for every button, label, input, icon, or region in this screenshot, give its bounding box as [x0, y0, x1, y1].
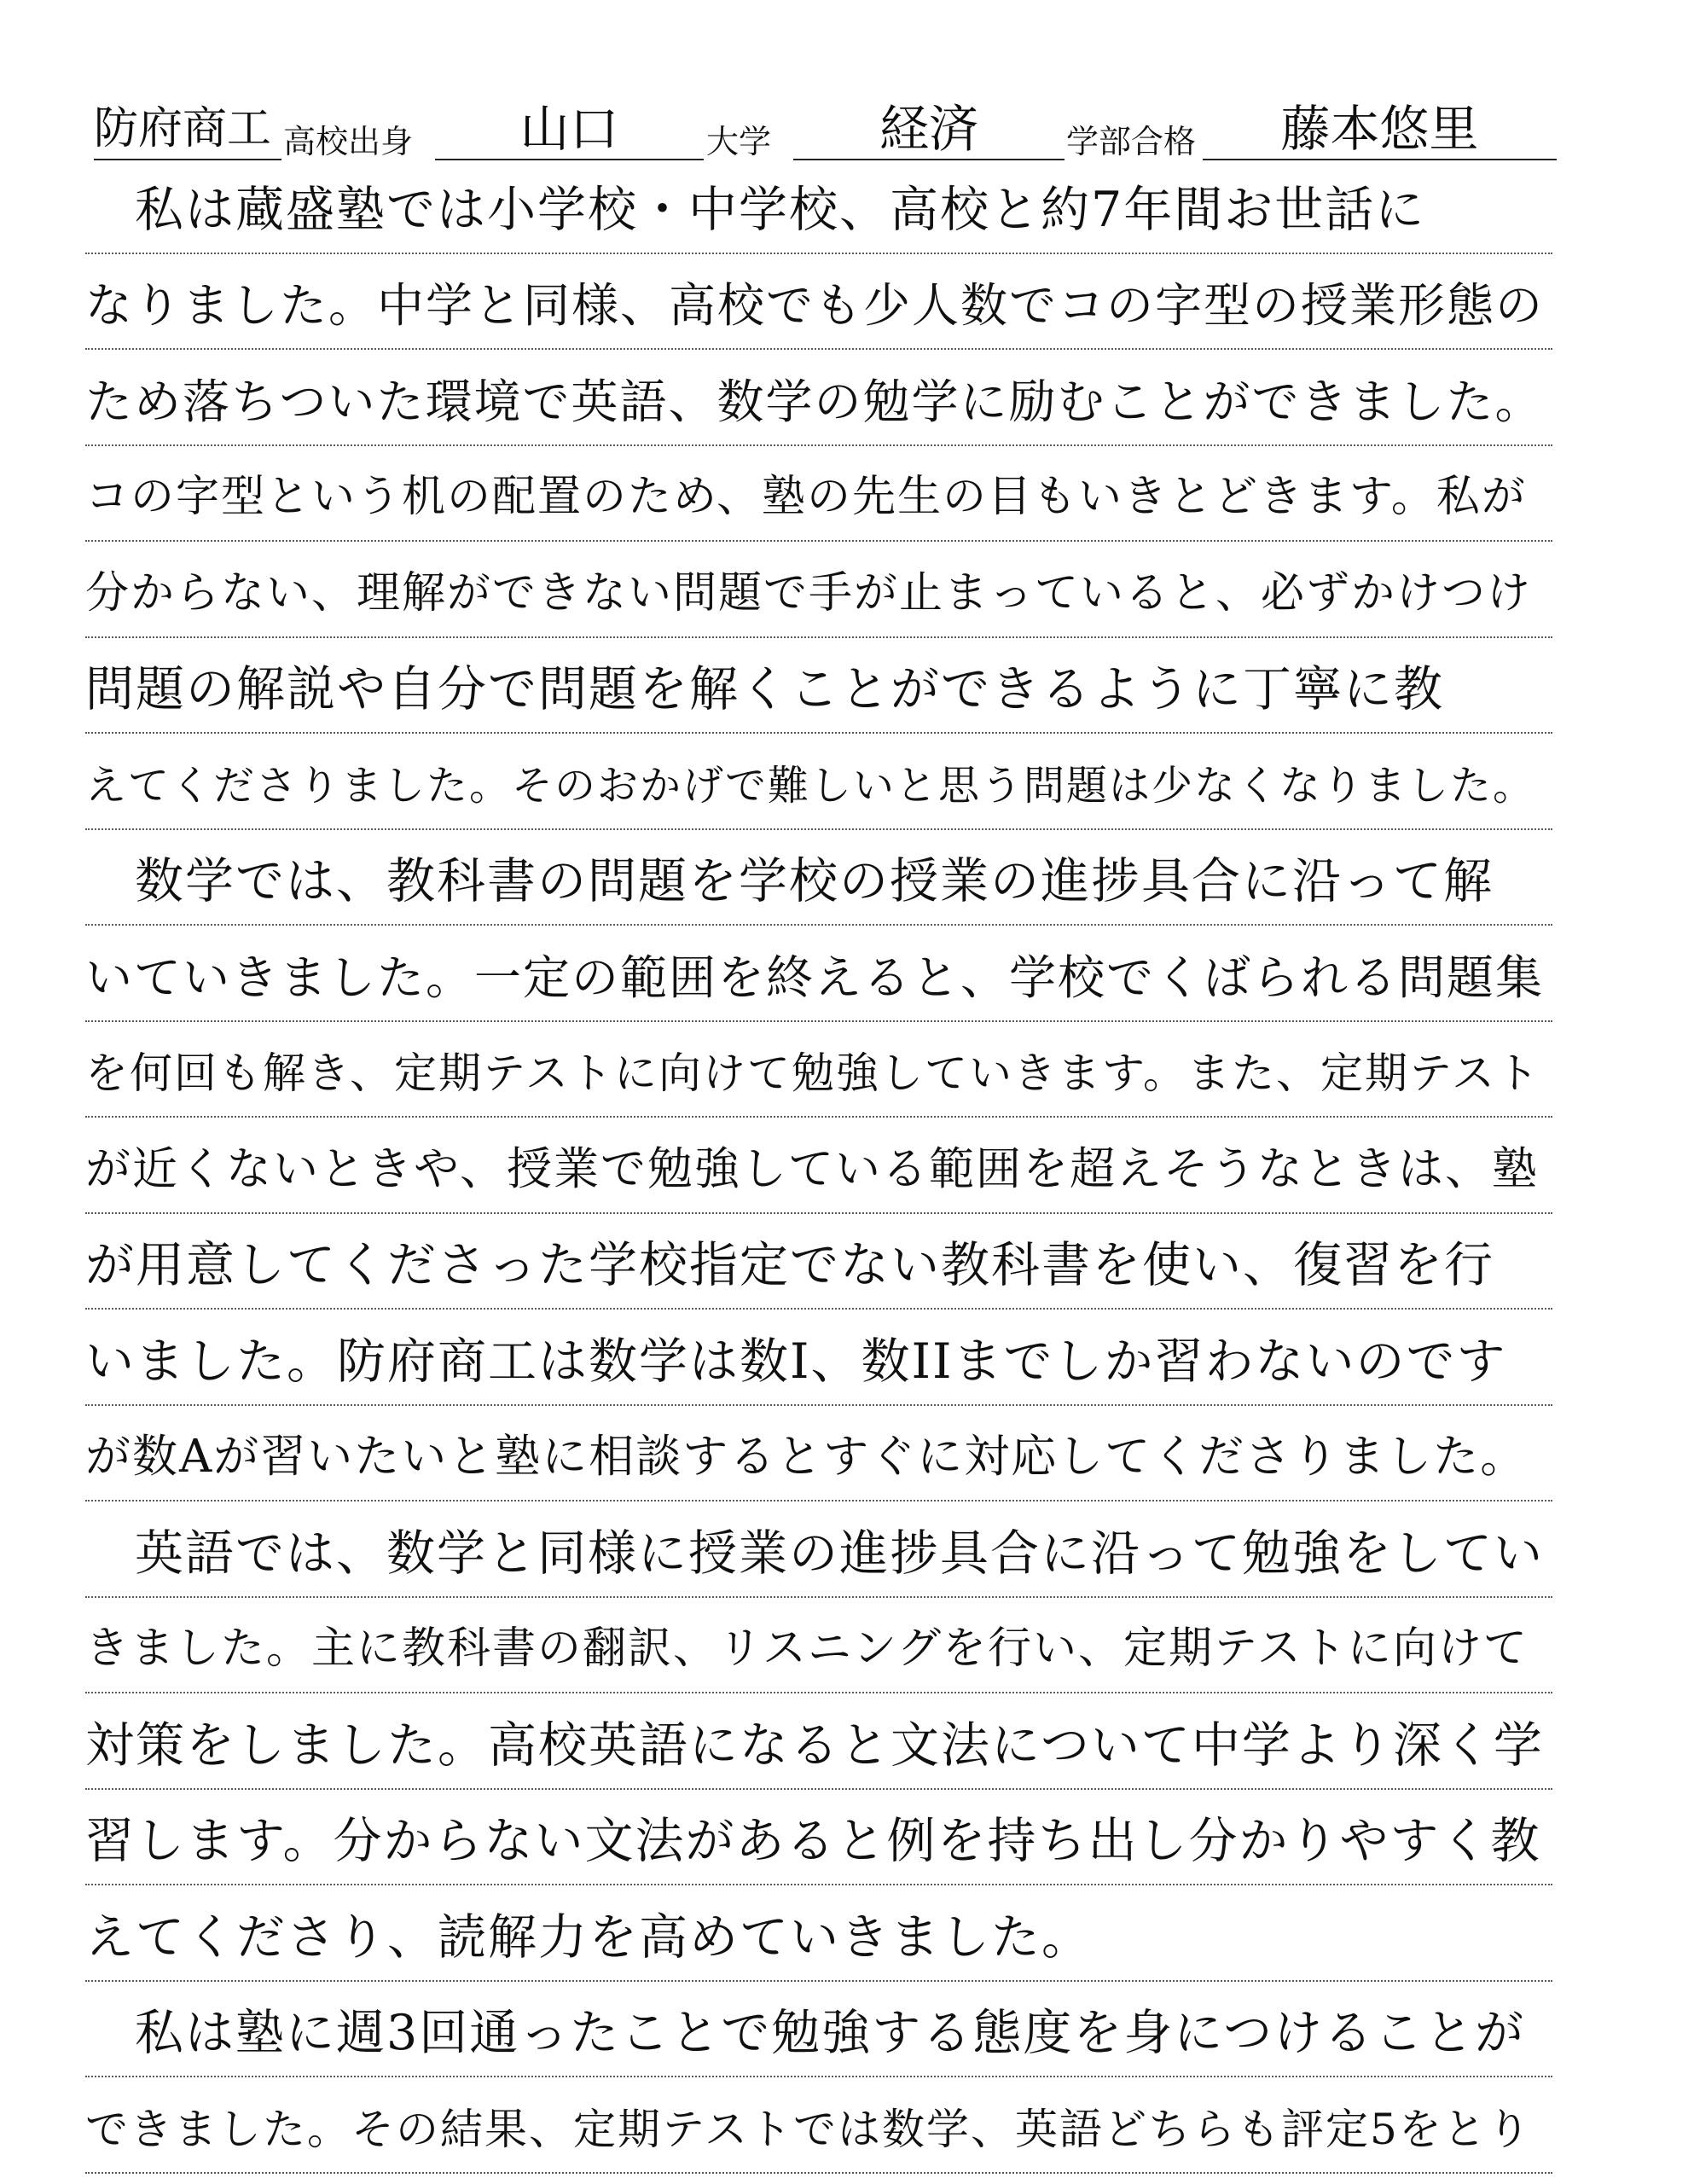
essay-line-9: いていきました。一定の範囲を終えると、学校でくばられる問題集 — [85, 935, 1552, 1022]
essay-line-14: が数Aが習いたいと塾に相談するとすぐに対応してくださりました。 — [85, 1414, 1552, 1502]
student-name-field: 藤本悠里 — [1203, 99, 1557, 160]
essay-line-15: 英語では、数学と同様に授業の進捗具合に沿って勉強をしてい — [85, 1511, 1552, 1598]
essay-line-5: 分からない、理解ができない問題で手が止まっていると、必ずかけつけ — [85, 551, 1552, 638]
essay-line-8: 数学では、教科書の問題を学校の授業の進捗具合に沿って解 — [85, 839, 1552, 926]
essay-line-7: えてくださりました。そのおかげで難しいと思う問題は少なくなりました。 — [85, 743, 1552, 830]
university-field: 山口 — [435, 99, 704, 160]
essay-line-21: できました。その結果、定期テストでは数学、英語どちらも評定5をとり — [85, 2087, 1552, 2174]
essay-line-2: なりました。中学と同様、高校でも少人数でコの字型の授業形態の — [85, 263, 1552, 350]
essay-line-11: が近くないときや、授業で勉強している範囲を超えそうなときは、塾 — [85, 1127, 1552, 1214]
essay-line-13: いました。防府商工は数学は数I、数IIまでしか習わないのです — [85, 1319, 1552, 1406]
university-label: 大学 — [706, 123, 772, 160]
essay-line-20: 私は塾に週3回通ったことで勉強する態度を身につけることが — [85, 1990, 1552, 2077]
school-label: 高校出身 — [283, 123, 414, 160]
essay-line-19: えてくださり、読解力を高めていきました。 — [85, 1895, 1552, 1982]
essay-line-4: コの字型という机の配置のため、塾の先生の目もいきとどきます。私が — [85, 455, 1552, 542]
essay-line-10: を何回も解き、定期テストに向けて勉強していきます。また、定期テスト — [85, 1031, 1552, 1118]
essay-line-17: 対策をしました。高校英語になると文法について中学より深く学 — [85, 1703, 1552, 1790]
faculty-field: 経済 — [793, 99, 1065, 160]
essay-line-16: きました。主に教科書の翻訳、リスニングを行い、定期テストに向けて — [85, 1606, 1552, 1693]
school-field: 防府商工 — [94, 99, 281, 160]
essay-line-3: ため落ちついた環境で英語、数学の勉学に励むことができました。 — [85, 359, 1552, 446]
faculty-label: 学部合格 — [1066, 123, 1197, 160]
essay-line-18: 習します。分からない文法があると例を持ち出し分かりやすく教 — [85, 1798, 1552, 1885]
essay-line-6: 問題の解説や自分で問題を解くことができるように丁寧に教 — [85, 647, 1552, 734]
essay-line-12: が用意してくださった学校指定でない教科書を使い、復習を行 — [85, 1223, 1552, 1310]
essay-line-1: 私は蔵盛塾では小学校・中学校、高校と約7年間お世話に — [85, 167, 1552, 254]
